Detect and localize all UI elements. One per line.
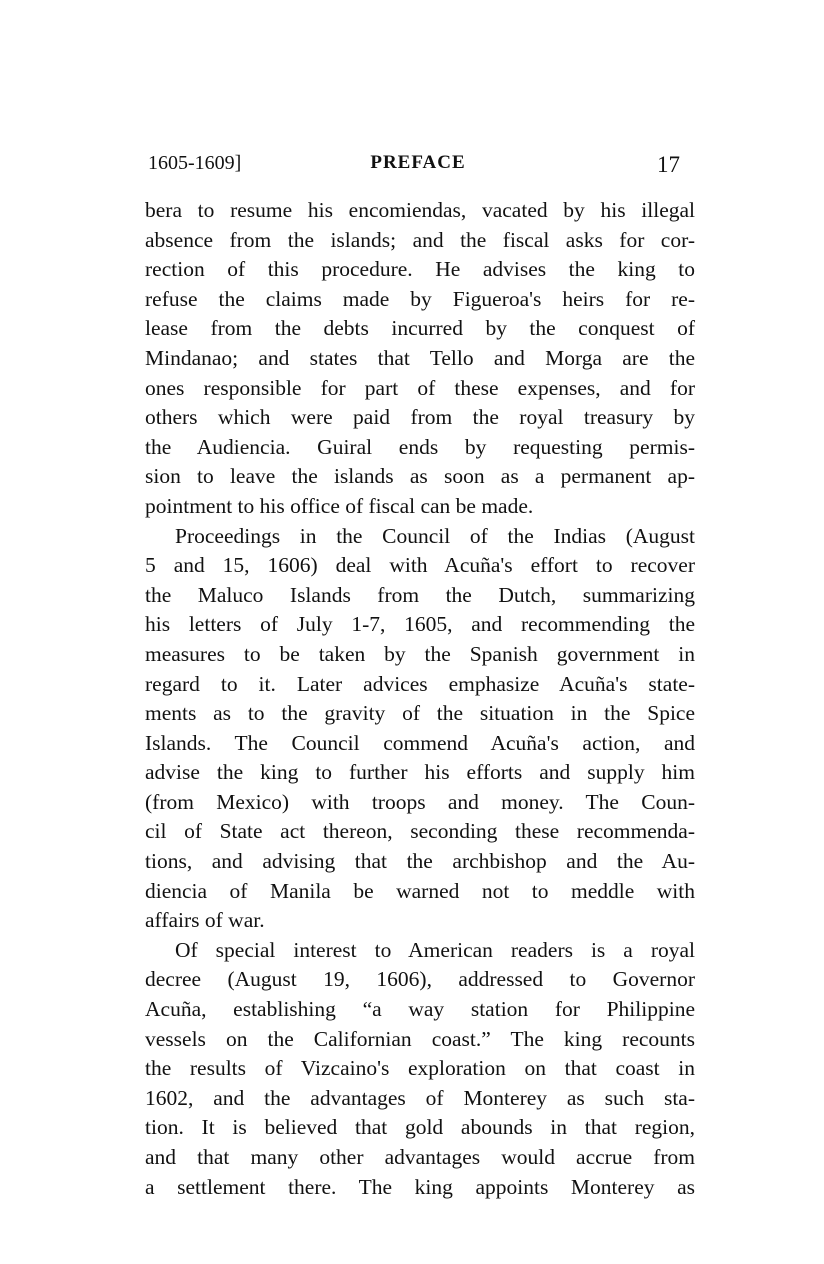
text-line: the Audiencia. Guiral ends by requesting permis- <box>145 434 695 459</box>
text-line: his letters of July 1-7, 1605, and recommending the <box>145 612 695 637</box>
text-line: (from Mexico) with troops and money. The Coun- <box>145 789 695 814</box>
text-line: measures to be taken by the Spanish government in <box>145 641 695 666</box>
text-line: Acuña, establishing “a way station for Philippine <box>145 997 695 1022</box>
text-line: absence from the islands; and the fiscal asks for cor- <box>145 227 695 252</box>
text-line: 1602, and the advantages of Monterey as such sta- <box>145 1085 695 1110</box>
text-line: tions, and advising that the archbishop and the Au- <box>145 849 695 874</box>
text-line: 5 and 15, 1606) deal with Acuña's effort to recover <box>145 553 695 578</box>
text-line: the Maluco Islands from the Dutch, summarizing <box>145 582 695 607</box>
text-line: affairs of war. <box>145 908 265 933</box>
text-line: cil of State act thereon, seconding these recommenda- <box>145 819 695 844</box>
text-line: Mindanao; and states that Tello and Morga are the <box>145 345 695 370</box>
page-number: 17 <box>657 152 680 177</box>
text-line: refuse the claims made by Figueroa's heirs for re- <box>145 286 695 311</box>
text-line: ments as to the gravity of the situation in the Spice <box>145 701 695 726</box>
text-line: vessels on the Californian coast.” The king recounts <box>145 1026 695 1051</box>
text-line: the results of Vizcaino's exploration on that coast in <box>145 1056 695 1081</box>
body-text <box>145 196 695 1202</box>
text-line: ones responsible for part of these expenses, and for <box>145 375 695 400</box>
running-head-date-range: 1605-1609] <box>148 152 242 174</box>
text-line: rection of this procedure. He advises the king to <box>145 257 695 282</box>
text-line: and that many other advantages would accrue from <box>145 1145 695 1169</box>
paragraph-start-line: Proceedings in the Council of the Indias (August <box>175 523 695 548</box>
text-line: a settlement there. The king appoints Monterey as <box>145 1174 695 1199</box>
running-head-title: PREFACE <box>370 152 466 173</box>
text-line: pointment to his office of fiscal can be made. <box>145 493 534 518</box>
text-line: regard to it. Later advices emphasize Acuña's state- <box>145 671 695 696</box>
text-line: tion. It is believed that gold abounds in that region, <box>145 1115 695 1140</box>
text-line: sion to leave the islands as soon as a permanent ap- <box>145 464 695 489</box>
text-line: lease from the debts incurred by the conquest of <box>145 316 695 341</box>
text-line: decree (August 19, 1606), addressed to Governor <box>145 967 695 992</box>
text-line: advise the king to further his efforts and supply him <box>145 760 695 785</box>
text-line: diencia of Manila be warned not to meddle with <box>145 878 695 903</box>
paragraph-start-line: Of special interest to American readers is a royal <box>175 937 695 962</box>
running-head <box>148 152 688 182</box>
text-line: others which were paid from the royal treasury by <box>145 405 695 430</box>
text-line: bera to resume his encomiendas, vacated by his illegal <box>145 198 695 222</box>
text-line: Islands. The Council commend Acuña's action, and <box>145 730 695 755</box>
